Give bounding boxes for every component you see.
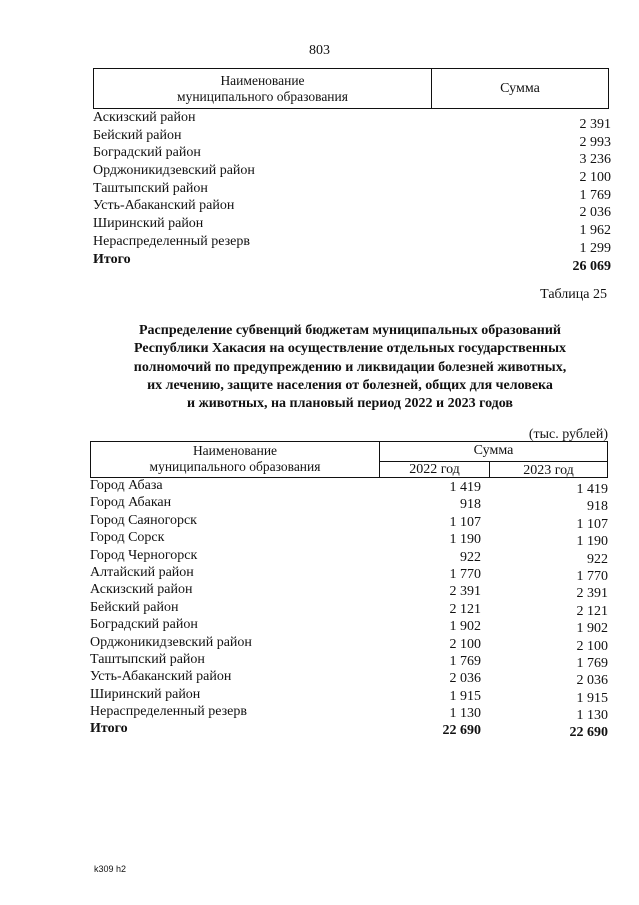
row-value-2022: 1 902 — [449, 619, 481, 635]
row-name: Ширинский район — [90, 686, 201, 702]
table-row — [93, 180, 611, 203]
row-value-2022: 1 107 — [449, 514, 481, 530]
title-line: Распределение субвенций бюджетам муниципальных образований — [139, 323, 561, 338]
row-value-2022: 1 419 — [449, 480, 481, 495]
table2-title — [100, 322, 600, 413]
table-total-row — [93, 251, 611, 274]
page-number: 803 — [309, 43, 330, 58]
row-name: Таштыпский район — [90, 651, 205, 667]
table2-header-name: Наименование муниципального образования — [149, 443, 321, 474]
title-line: полномочий по предупреждению и ликвидации болезней животных, — [133, 359, 567, 375]
table-row — [90, 512, 608, 532]
row-value-2023: 918 — [587, 499, 608, 515]
table1-body — [93, 109, 611, 274]
row-name: Город Абаза — [90, 478, 163, 493]
row-value: 2 993 — [579, 134, 611, 150]
row-value: 2 391 — [579, 117, 611, 132]
row-name: Таштыпский район — [93, 180, 208, 196]
table-row — [93, 162, 611, 186]
row-name: Боградский район — [90, 617, 198, 633]
row-name: Орджоникидзевский район — [90, 634, 252, 650]
row-value-2023: 22 690 — [569, 725, 608, 741]
table-row — [90, 494, 608, 515]
table-row — [90, 547, 608, 567]
table2-header-year-2023: 2023 год — [523, 463, 574, 478]
row-name: Нераспределенный резерв — [93, 233, 250, 249]
title-line: Республики Хакасия на осуществление отдельных государственных — [133, 341, 567, 357]
row-value-2022: 918 — [460, 497, 481, 513]
row-value-2022: 1 915 — [449, 688, 481, 704]
row-value-2023: 1 770 — [576, 568, 608, 584]
row-value-2022: 1 190 — [449, 532, 481, 548]
row-name: Усть-Абаканский район — [93, 198, 235, 214]
row-value-2022: 22 690 — [442, 723, 481, 739]
table-row — [90, 686, 608, 706]
table-row — [90, 616, 608, 637]
row-value-2022: 2 391 — [449, 584, 481, 600]
row-name: Орджоникидзевский район — [93, 163, 255, 179]
row-name: Итого — [93, 251, 131, 267]
footer-code: k309 h2 — [94, 864, 127, 874]
table-row — [93, 144, 611, 168]
row-name: Город Саяногорск — [90, 512, 197, 528]
table-row — [93, 233, 611, 256]
table-row — [93, 127, 611, 150]
row-value-2023: 1 107 — [576, 516, 608, 532]
row-value-2023: 1 190 — [576, 534, 608, 550]
row-value-2023: 1 902 — [576, 621, 608, 637]
row-value-2022: 2 036 — [449, 671, 481, 687]
table1-header — [93, 68, 609, 109]
table2-header-year-2022: 2022 год — [409, 462, 460, 477]
row-name: Город Сорск — [90, 530, 165, 546]
row-name: Нераспределенный резерв — [90, 704, 247, 720]
row-name: Алтайский район — [90, 564, 194, 580]
table-row — [90, 581, 608, 602]
row-value: 1 299 — [579, 240, 611, 256]
row-name: Город Черногорск — [90, 547, 198, 563]
row-value-2023: 1 130 — [576, 708, 608, 724]
table1-header-sum: Сумма — [500, 81, 540, 96]
row-value-2023: 1 419 — [576, 482, 608, 497]
row-value-2023: 2 391 — [576, 586, 608, 602]
row-value-2023: 2 036 — [576, 673, 608, 689]
row-name: Бейский район — [93, 127, 182, 143]
row-value: 26 069 — [572, 258, 611, 274]
table-row — [90, 564, 608, 584]
row-name: Боградский район — [93, 145, 201, 161]
row-value: 3 236 — [579, 152, 611, 168]
title-line: их лечению, защите населения от болезней, общих для человека — [147, 377, 553, 393]
row-value-2023: 2 121 — [576, 603, 608, 619]
row-value-2022: 1 770 — [449, 566, 481, 582]
table-row — [90, 703, 608, 724]
table-row — [90, 529, 608, 550]
row-value-2022: 2 121 — [449, 601, 481, 617]
row-value-2022: 1 130 — [449, 706, 481, 722]
row-value: 2 036 — [579, 205, 611, 221]
row-name: Аскизский район — [90, 582, 193, 598]
row-value-2023: 922 — [587, 551, 608, 567]
row-name: Город Абакан — [90, 495, 172, 511]
table-label: Таблица 25 — [540, 287, 607, 302]
units-label: (тыс. рублей) — [528, 427, 608, 442]
table-row — [90, 651, 608, 671]
table2-header-sum: Сумма — [473, 443, 514, 458]
table2-header — [90, 441, 608, 478]
table-row — [93, 215, 611, 239]
row-value-2022: 1 769 — [449, 653, 481, 669]
table-row — [90, 477, 608, 497]
row-value: 1 769 — [579, 187, 611, 203]
table-row — [90, 599, 608, 619]
table-row — [93, 109, 611, 132]
table-row — [90, 634, 608, 654]
row-value: 2 100 — [579, 170, 611, 186]
row-name: Аскизский район — [93, 110, 196, 125]
row-name: Ширинский район — [93, 216, 204, 232]
row-value-2023: 2 100 — [576, 638, 608, 654]
row-value: 1 962 — [579, 223, 611, 239]
row-name: Итого — [90, 721, 128, 737]
table-row — [90, 668, 608, 689]
row-value-2023: 1 769 — [576, 655, 608, 671]
table-row — [93, 197, 611, 221]
row-name: Бейский район — [90, 599, 179, 615]
row-value-2022: 922 — [460, 549, 481, 565]
row-value-2022: 2 100 — [449, 636, 481, 652]
row-value-2023: 1 915 — [576, 690, 608, 706]
table-total-row — [90, 720, 608, 741]
title-line: и животных, на плановый период 2022 и 2023 годов — [187, 396, 513, 412]
table2-body — [90, 477, 608, 741]
table1-header-name: Наименование муниципального образования — [177, 73, 348, 104]
row-name: Усть-Абаканский район — [90, 669, 232, 685]
